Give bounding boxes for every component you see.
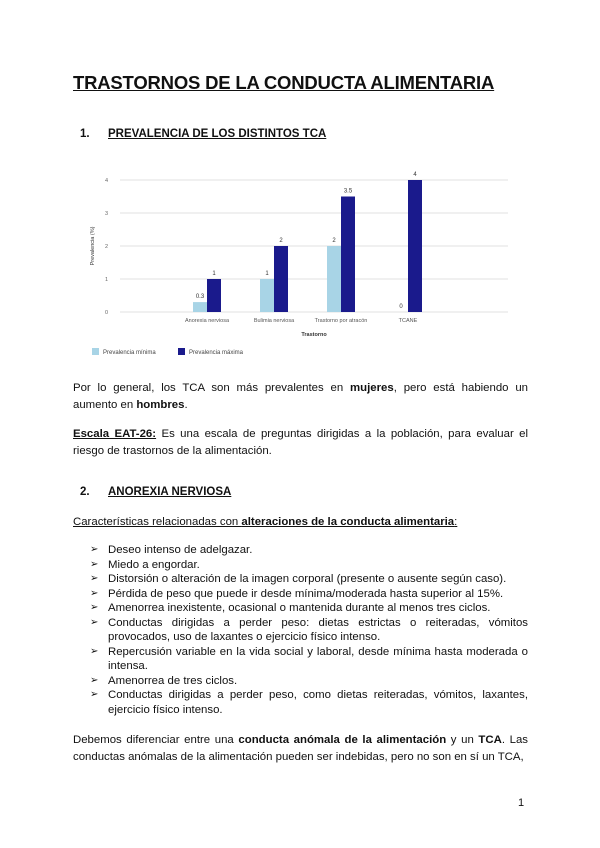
- para1-text-e: .: [184, 399, 188, 411]
- document-title: TRASTORNOS DE LA CONDUCTA ALIMENTARIA: [73, 72, 495, 93]
- para3-bold-conducta: conducta anómala de la alimentación: [238, 734, 447, 746]
- list-item: [90, 543, 528, 558]
- data-label: 2: [279, 238, 283, 244]
- bar: [207, 279, 221, 312]
- list-item: [90, 572, 528, 587]
- features-heading-bold: alteraciones de la conducta alimentaria: [241, 516, 455, 528]
- legend-label: Prevalencia mínima: [103, 350, 156, 356]
- para3-bold-tca: TCA: [478, 734, 502, 746]
- x-tick-label: TCANE: [398, 318, 418, 324]
- legend-swatch: [92, 348, 99, 355]
- arrow-bullet-icon: ➢: [90, 674, 99, 686]
- section-2-number: 2.: [80, 486, 90, 498]
- list-item: [90, 601, 528, 616]
- bar: [193, 302, 207, 312]
- section-2-title: ANOREXIA NERVIOSA: [108, 486, 232, 498]
- prevalence-chart-svg: [80, 160, 520, 370]
- list-item-text: Pérdida de peso que puede ir desde mínima/moderada hasta superior al 15%.: [108, 587, 504, 600]
- x-tick-label: Bulimia nerviosa: [253, 318, 295, 324]
- list-item-text: Distorsión o alteración de la imagen corporal (presente o ausente según caso).: [108, 573, 507, 585]
- features-heading: [73, 514, 528, 531]
- data-label: 3.5: [343, 188, 353, 195]
- para3-text-a: Debemos diferenciar entre una: [73, 734, 239, 746]
- data-label: 0.3: [195, 294, 205, 301]
- para1-text-a: Por lo general, los TCA son más prevalentes en: [73, 382, 351, 394]
- legend-label: Prevalencia máxima: [189, 350, 244, 356]
- section-1-number: 1.: [80, 128, 90, 140]
- section-1-heading: [80, 128, 326, 140]
- features-list: [90, 543, 528, 717]
- arrow-bullet-icon: ➢: [90, 689, 99, 700]
- page-number: 1: [518, 797, 525, 809]
- list-item: [90, 645, 528, 674]
- para3-text-c: y un: [446, 734, 479, 746]
- list-item: [90, 674, 528, 689]
- arrow-bullet-icon: ➢: [90, 645, 99, 657]
- para1-text-c: , pero está habiendo un aumento en: [73, 382, 529, 411]
- list-item-text: Amenorrea inexistente, ocasional o mantenida durante al menos tres ciclos.: [108, 602, 491, 614]
- prevalence-chart: [80, 160, 520, 370]
- y-axis-label: Prevalencia (%): [90, 226, 96, 266]
- features-heading-colon: :: [454, 516, 458, 528]
- list-item-text: Conductas dirigidas a perder peso: dietas estrictas o reiteradas, vómitos provocados, uso de laxantes o ejercicio físico intenso.: [108, 616, 528, 643]
- arrow-bullet-icon: ➢: [90, 602, 99, 613]
- data-label: 1: [265, 271, 269, 277]
- data-label: 0: [399, 304, 403, 310]
- x-tick-label: Anorexia nerviosa: [184, 318, 230, 324]
- paragraph-eat26: [73, 426, 528, 460]
- x-tick-label: Trastorno por atracón: [314, 318, 368, 324]
- arrow-bullet-icon: ➢: [90, 616, 99, 628]
- eat26-label: Escala EAT-26:: [73, 428, 157, 440]
- paragraph-conducta-anomala: [73, 732, 528, 766]
- y-tick-label: 2: [104, 244, 108, 250]
- features-heading-text: Características relacionadas con: [73, 516, 242, 528]
- para1-bold-mujeres: mujeres: [350, 382, 394, 394]
- y-tick-label: 4: [104, 178, 108, 184]
- data-label: 1: [212, 271, 216, 277]
- y-tick-label: 1: [104, 277, 108, 283]
- list-item-text: Conductas dirigidas a perder peso, como dietas reiteradas, vómitos, laxantes, ejercicio físico intenso.: [108, 689, 528, 716]
- bar: [341, 197, 355, 313]
- legend-swatch: [178, 348, 185, 355]
- arrow-bullet-icon: ➢: [90, 558, 99, 570]
- data-label: 2: [332, 238, 336, 244]
- y-tick-label: 0: [104, 310, 108, 316]
- eat26-text: Es una escala de preguntas dirigidas a la población, para evaluar el riesgo de trastornos de la alimentación.: [73, 428, 528, 457]
- bar: [408, 180, 422, 312]
- x-axis-label: Trastorno: [301, 332, 327, 338]
- list-item: [90, 587, 528, 602]
- para3-text-e: . Las conductas anómalas de la alimentación pueden ser indebidas, pero no son en sí un TCA,: [73, 734, 528, 763]
- arrow-bullet-icon: ➢: [90, 587, 99, 599]
- arrow-bullet-icon: ➢: [90, 544, 99, 555]
- list-item-text: Repercusión variable en la vida social y laboral, desde mínima hasta moderada o intensa.: [108, 645, 528, 672]
- arrow-bullet-icon: ➢: [90, 573, 99, 584]
- list-item: [90, 558, 528, 573]
- para1-bold-hombres: hombres: [136, 399, 185, 411]
- data-label: 4: [413, 172, 417, 178]
- bar: [260, 279, 274, 312]
- section-1-title: PREVALENCIA DE LOS DISTINTOS TCA: [108, 128, 327, 140]
- list-item-text: Deseo intenso de adelgazar.: [108, 544, 253, 556]
- bar: [274, 246, 288, 312]
- y-tick-label: 3: [104, 211, 108, 217]
- bar: [327, 246, 341, 312]
- list-item-text: Amenorrea de tres ciclos.: [108, 674, 238, 687]
- paragraph-prevalence: [73, 380, 528, 414]
- list-item-text: Miedo a engordar.: [108, 558, 200, 571]
- section-2-heading: [80, 486, 231, 498]
- list-item: [90, 688, 528, 717]
- list-item: [90, 616, 528, 645]
